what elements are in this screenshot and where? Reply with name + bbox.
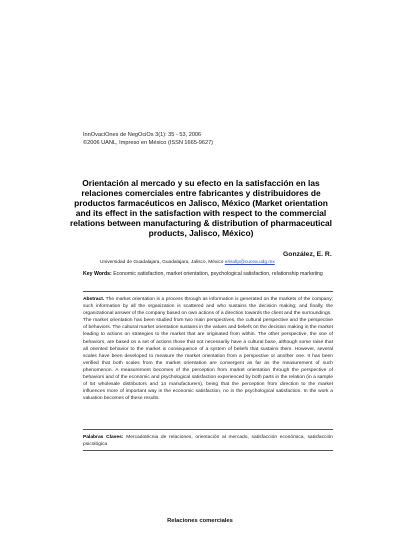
abstract-section	[83, 296, 333, 402]
paper-title: Orientación al mercado y su efecto en la satisfacción en las relaciones comerciales entre fabricantes y distribuidores de productos farmacéuticos en Jalisco, México (Market orientation and its effect in the satisfaction with respect to the commercial relations between manufacturing & distribution of pharmaceutical products, Jalisco, México)	[70, 178, 332, 238]
journal-citation	[83, 132, 343, 147]
journal-copyright-line: ©2006 UANL, Impreso en México (ISSN 1665-9627)	[83, 139, 214, 146]
abstract-paragraph-1	[83, 296, 333, 317]
page-footer: Relaciones comerciales	[167, 518, 233, 524]
divider-middle	[83, 429, 333, 430]
affiliation-text: Universidad de Guadalajara, Guadalajara, Jalisco, México	[100, 260, 224, 265]
journal-issue-line: InnOvaciOnes de NegOciOs 3(1): 35 - 53, 2006	[83, 132, 202, 138]
divider-top	[83, 291, 333, 292]
keywords-label: Key Words:	[83, 271, 112, 277]
keywords-section	[83, 270, 333, 278]
palabras-claves-text: Mercadotécnia de relaciones, orientación al mercado, satisfacción económica, satisfacción psicológica	[83, 435, 334, 448]
keywords-text: Economic satisfaction, market orientation, psychological satisfaction, relationship marketing	[113, 271, 323, 277]
author-email-link[interactable]: erisolip@cucea.udg.mx	[224, 260, 275, 265]
divider-bottom	[83, 450, 333, 451]
abstract-paragraph-2: The market orientation has been studied from two main perspectives, the cultural perspective and the perspective of behaviors. The cultural market orientation sustains in the values and beliefs on the decision making in the market leading to actions on strategies to the market that are originated from within. The other perspective, the one of behaviors, are based on a set of actions those that not necessarily have a cultural base, although some raise that all oriented behavior to the market is consequence of a system of beliefs that sustains them. However, several scales have been developed to measure the market orientation from a perspective or another one. It has been verified that both scales from the market orientation are convergent as far as the measurement of such phenomenon. A measurement becomes of the perception from market orientation through the perspective of behaviors and of the economic and psychological satisfaction experienced by both parts in the relation (in a sample of 54 wholesale distributors and 14 manufacturers), being that the perception from direction to the market influences more of important way in the economic satisfaction, no in the psychological satisfaction. In the work a valuation becomes of these results.	[83, 318, 333, 402]
palabras-claves-section	[83, 434, 333, 448]
palabras-claves-label: Palabras Claves:	[83, 435, 124, 440]
author-name: González, E. R.	[283, 251, 332, 258]
author-affiliation	[100, 260, 350, 265]
abstract-text-1: The market orientation is a process through as information is generated on the markets of the company; such information by all the organization is scattered and who sustains the decision making; and finally, the organizational answer of the company based on own actions of a direction towards the client and the surroundings.	[83, 297, 333, 317]
abstract-label: Abstract.	[83, 297, 105, 302]
